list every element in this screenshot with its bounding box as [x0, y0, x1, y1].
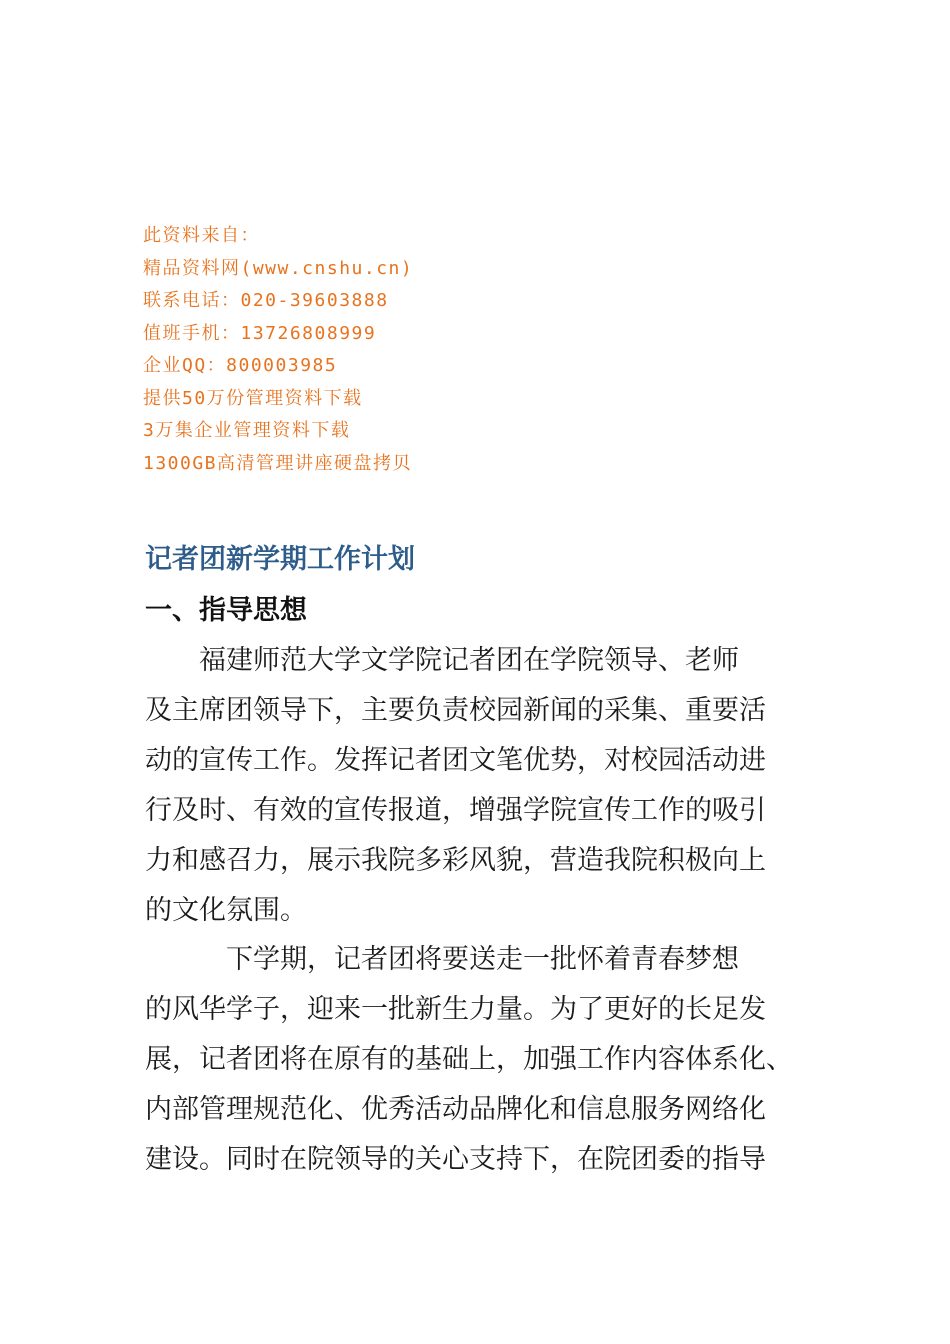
paragraph-line: 及主席团领导下，主要负责校园新闻的采集、重要活 — [145, 695, 766, 726]
paragraph-line: 力和感召力，展示我院多彩风貌，营造我院积极向上 — [145, 845, 766, 876]
paragraph-2 — [145, 935, 825, 1185]
paragraph-line: 的文化氛围。 — [145, 895, 307, 926]
paragraph-1 — [145, 636, 825, 936]
source-line-qq: 企业QQ：800003985 — [143, 355, 338, 376]
document-title: 记者团新学期工作计划 — [145, 544, 415, 575]
source-line-intro: 此资料来自： — [143, 225, 260, 246]
source-line-mobile: 值班手机：13726808999 — [143, 322, 377, 344]
source-line-offer-3: 1300GB高清管理讲座硬盘拷贝 — [143, 452, 413, 474]
source-info-block — [143, 220, 743, 480]
paragraph-line: 的风华学子，迎来一批新生力量。为了更好的长足发 — [145, 994, 766, 1025]
paragraph-line: 建设。同时在院领导的关心支持下，在院团委的指导 — [145, 1144, 766, 1175]
section-heading-guiding-ideology: 一、指导思想 — [145, 595, 307, 626]
source-line-phone: 联系电话：020-39603888 — [143, 290, 389, 311]
paragraph-line: 内部管理规范化、优秀活动品牌化和信息服务网络化 — [145, 1094, 766, 1125]
paragraph-line: 福建师范大学文学院记者团在学院领导、老师 — [145, 645, 739, 676]
source-line-offer-1: 提供50万份管理资料下载 — [143, 387, 363, 409]
paragraph-line: 下学期，记者团将要送走一批怀着青春梦想 — [145, 944, 739, 975]
source-line-website: 精品资料网(www.cnshu.cn) — [143, 257, 414, 279]
source-line-offer-2: 3万集企业管理资料下载 — [143, 420, 351, 441]
paragraph-line: 动的宣传工作。发挥记者团文笔优势，对校园活动进 — [145, 745, 766, 776]
paragraph-line: 行及时、有效的宣传报道，增强学院宣传工作的吸引 — [145, 795, 766, 826]
paragraph-line: 展，记者团将在原有的基础上，加强工作内容体系化、 — [145, 1044, 793, 1075]
